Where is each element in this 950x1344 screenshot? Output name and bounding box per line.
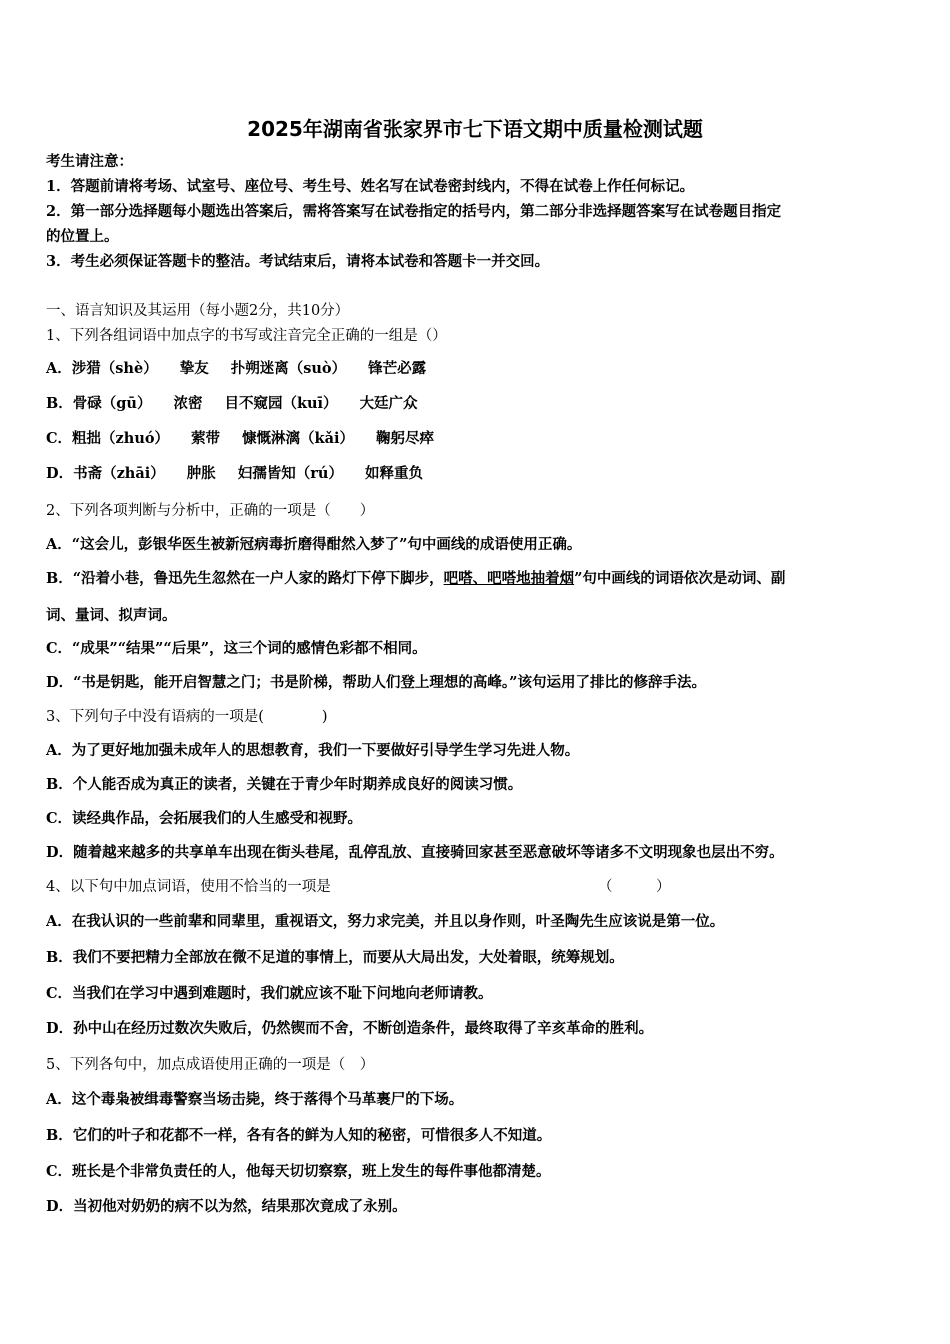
option-b xyxy=(46,394,418,414)
option-word: 浓密 xyxy=(173,395,203,412)
notice-heading: 考生请注意： xyxy=(46,153,133,170)
option-label: A． xyxy=(46,360,72,377)
option-word: 鞠躬尽瘁 xyxy=(376,430,434,447)
option-word: 目不窥园（kuī） xyxy=(224,395,338,412)
option-word: 锋芒必露 xyxy=(368,360,427,377)
question-stem: 1、下列各组词语中加点字的书写或注音完全正确的一组是（） xyxy=(46,328,447,344)
notice-item: 的位置上。 xyxy=(46,228,119,245)
option-a xyxy=(46,359,426,379)
answer-paren: （ ） xyxy=(598,879,671,895)
option-word: 涉猎（shè） xyxy=(71,360,158,377)
option-b: B．我们不要把精力全部放在微不足道的事情上，而要从大局出发，大处着眼，统筹规划。 xyxy=(46,949,624,966)
option-word: 扑朔迷离（suò） xyxy=(230,360,347,377)
option-d: D．当初他对奶奶的病不以为然，结果那次竟成了永别。 xyxy=(46,1198,407,1215)
option-b: B．个人能否成为真正的读者，关键在于青少年时期养成良好的阅读习惯。 xyxy=(46,776,523,793)
option-a: A．在我认识的一些前辈和同辈里，重视语文，努力求完美，并且以身作则，叶圣陶先生应该说是第一位。 xyxy=(46,913,725,930)
question-stem: 4、以下句中加点词语，使用不恰当的一项是 xyxy=(46,879,331,895)
option-d: D．孙中山在经历过数次失败后，仍然锲而不舍，不断创造条件，最终取得了辛亥革命的胜利。 xyxy=(46,1020,654,1037)
option-b-continued: 词、量词、拟声词。 xyxy=(46,607,177,624)
option-word: 萦带 xyxy=(191,430,221,447)
option-a: A．这个毒枭被缉毒警察当场击毙，终于落得个马革裹尸的下场。 xyxy=(46,1091,464,1108)
option-word: 大廷广众 xyxy=(359,395,418,412)
option-c: C．“成果”“结果”“后果”，这三个词的感情色彩都不相同。 xyxy=(46,640,427,657)
option-d: D．“书是钥匙，能开启智慧之门；书是阶梯，帮助人们登上理想的高峰。”该句运用了排比的修辞手法。 xyxy=(46,674,707,691)
option-word: 骨碌（gū） xyxy=(72,395,152,412)
notice-item: 3．考生必须保证答题卡的整洁。考试结束后，请将本试卷和答题卡一并交回。 xyxy=(46,253,550,270)
option-c: C．读经典作品，会拓展我们的人生感受和视野。 xyxy=(46,810,363,827)
option-text: ”句中画线的词语依次是动词、副 xyxy=(574,570,786,587)
option-d: D．随着越来越多的共享单车出现在街头巷尾，乱停乱放、直接骑回家甚至恶意破坏等诸多不文明现象也层出不穷。 xyxy=(46,844,784,861)
option-c: C．当我们在学习中遇到难题时，我们就应该不耻下问地向老师请教。 xyxy=(46,985,493,1002)
option-a: A．为了更好地加强未成年人的思想教育，我们一下要做好引导学生学习先进人物。 xyxy=(46,742,580,759)
notice-item: 1．答题前请将考场、试室号、座位号、考生号、姓名写在试卷密封线内，不得在试卷上作任何标记。 xyxy=(46,178,695,195)
option-text: B．“沿着小巷，鲁迅先生忽然在一户人家的路灯下停下脚步， xyxy=(46,570,444,587)
option-c xyxy=(46,429,434,449)
option-a: A．“这会儿，彭银华医生被新冠病毒折磨得酣然入梦了”句中画线的成语使用正确。 xyxy=(46,536,582,553)
notice-item: 2．第一部分选择题每小题选出答案后，需将答案写在试卷指定的括号内，第二部分非选择题答案写在试卷题目指定 xyxy=(46,203,782,220)
question-stem: 2、下列各项判断与分析中，正确的一项是（ ） xyxy=(46,503,375,519)
option-word: 如释重负 xyxy=(364,465,423,482)
option-label: C． xyxy=(46,430,73,447)
option-label: D． xyxy=(46,465,74,482)
option-word: 粗拙（zhuó） xyxy=(72,430,170,447)
option-b: B．它们的叶子和花都不一样，各有各的鲜为人知的秘密，可惜很多人不知道。 xyxy=(46,1127,552,1144)
question-stem: 5、下列各句中，加点成语使用正确的一项是（ ） xyxy=(46,1057,375,1073)
option-word: 肿胀 xyxy=(186,465,216,482)
option-word: 挚友 xyxy=(179,360,209,377)
underlined-phrase: 吧嗒、吧嗒地抽着烟 xyxy=(443,570,575,587)
option-word: 妇孺皆知（rú） xyxy=(237,465,343,482)
option-d xyxy=(46,464,423,484)
option-b xyxy=(46,569,785,589)
option-word: 慷慨淋漓（kǎi） xyxy=(242,430,354,447)
option-word: 书斋（zhāi） xyxy=(73,465,165,482)
option-label: B． xyxy=(46,395,73,412)
option-c: C．班长是个非常负责任的人，他每天切切察察，班上发生的每件事他都清楚。 xyxy=(46,1163,551,1180)
page-title: 2025年湖南省张家界市七下语文期中质量检测试题 xyxy=(247,117,703,141)
section-heading: 一、语言知识及其运用（每小题2分，共10分） xyxy=(46,303,350,319)
question-stem: 3、下列句子中没有语病的一项是( ) xyxy=(46,709,328,725)
